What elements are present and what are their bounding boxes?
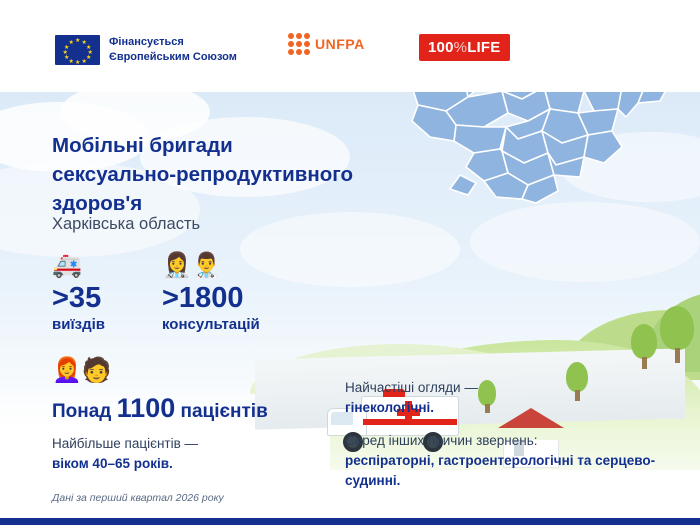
stat-patients (52, 356, 268, 424)
finding-reasons (345, 431, 675, 492)
stat-patients-number: 1100 (116, 393, 176, 423)
stat-consultations (162, 252, 260, 334)
cloud (240, 212, 460, 287)
unfpa-wordmark: UNFPA (315, 36, 365, 52)
title-line-1: Мобільні бригади (52, 134, 233, 157)
tree-icon (660, 306, 694, 364)
page-title (52, 131, 402, 218)
unfpa-logo (288, 33, 365, 55)
finding-exams-plain: Найчастіші огляди — (345, 380, 478, 395)
patients-age-note-line2: віком 40–65 років. (52, 456, 173, 472)
title-line-2: сексуально-репродуктивного (52, 163, 354, 187)
stat-patients-suffix: пацієнтів (175, 401, 268, 422)
data-period-footnote: Дані за перший квартал 2026 року (52, 492, 224, 504)
logo-bar (0, 0, 700, 92)
life-logo-number: 100 (428, 39, 454, 56)
title-line-3: здоров'я (52, 192, 143, 216)
eu-funding-line1: Фінансується (109, 36, 184, 49)
unfpa-dots-icon (288, 33, 310, 55)
finding-reasons-plain: Серед інших причин звернень: (345, 432, 538, 448)
region-subtitle: Харківська область (52, 215, 201, 233)
finding-exams-bold: гінекологічні. (345, 400, 435, 416)
stat-trips (52, 252, 105, 334)
stat-consultations-number: >1800 (162, 282, 244, 314)
patients-icon: 👩‍🦰🧑 (52, 357, 112, 384)
findings-text (345, 378, 675, 503)
stat-patients-prefix: Понад (52, 401, 117, 422)
tree-icon (631, 324, 657, 370)
100-life-logo (419, 34, 510, 61)
stat-patients-line (52, 393, 268, 424)
eu-funding-text (109, 35, 237, 65)
stat-consultations-label: консультацій (162, 316, 260, 333)
eu-funding-logo (55, 35, 237, 65)
doctors-icon: 👩‍⚕️👨‍⚕️ (162, 252, 222, 279)
finding-reasons-bold: респіраторні, гастроентерологічні та серцево-судинні. (345, 452, 656, 488)
eu-flag-icon: ★ ★ ★ ★ ★ ★ ★ ★ ★ ★ ★ ★ (55, 35, 100, 65)
footer-bar (0, 518, 700, 525)
stat-trips-number: >35 (52, 282, 102, 314)
stat-trips-label: виїздів (52, 316, 106, 333)
eu-funding-line2: Європейським Союзом (109, 51, 237, 63)
ambulance-icon: 🚑 (52, 252, 82, 279)
patients-age-note (52, 434, 198, 475)
life-logo-word: LIFE (467, 39, 501, 56)
patients-age-note-line1: Найбільше пацієнтів — (52, 436, 199, 451)
life-logo-slash: % (453, 39, 468, 56)
finding-exams (345, 378, 675, 419)
